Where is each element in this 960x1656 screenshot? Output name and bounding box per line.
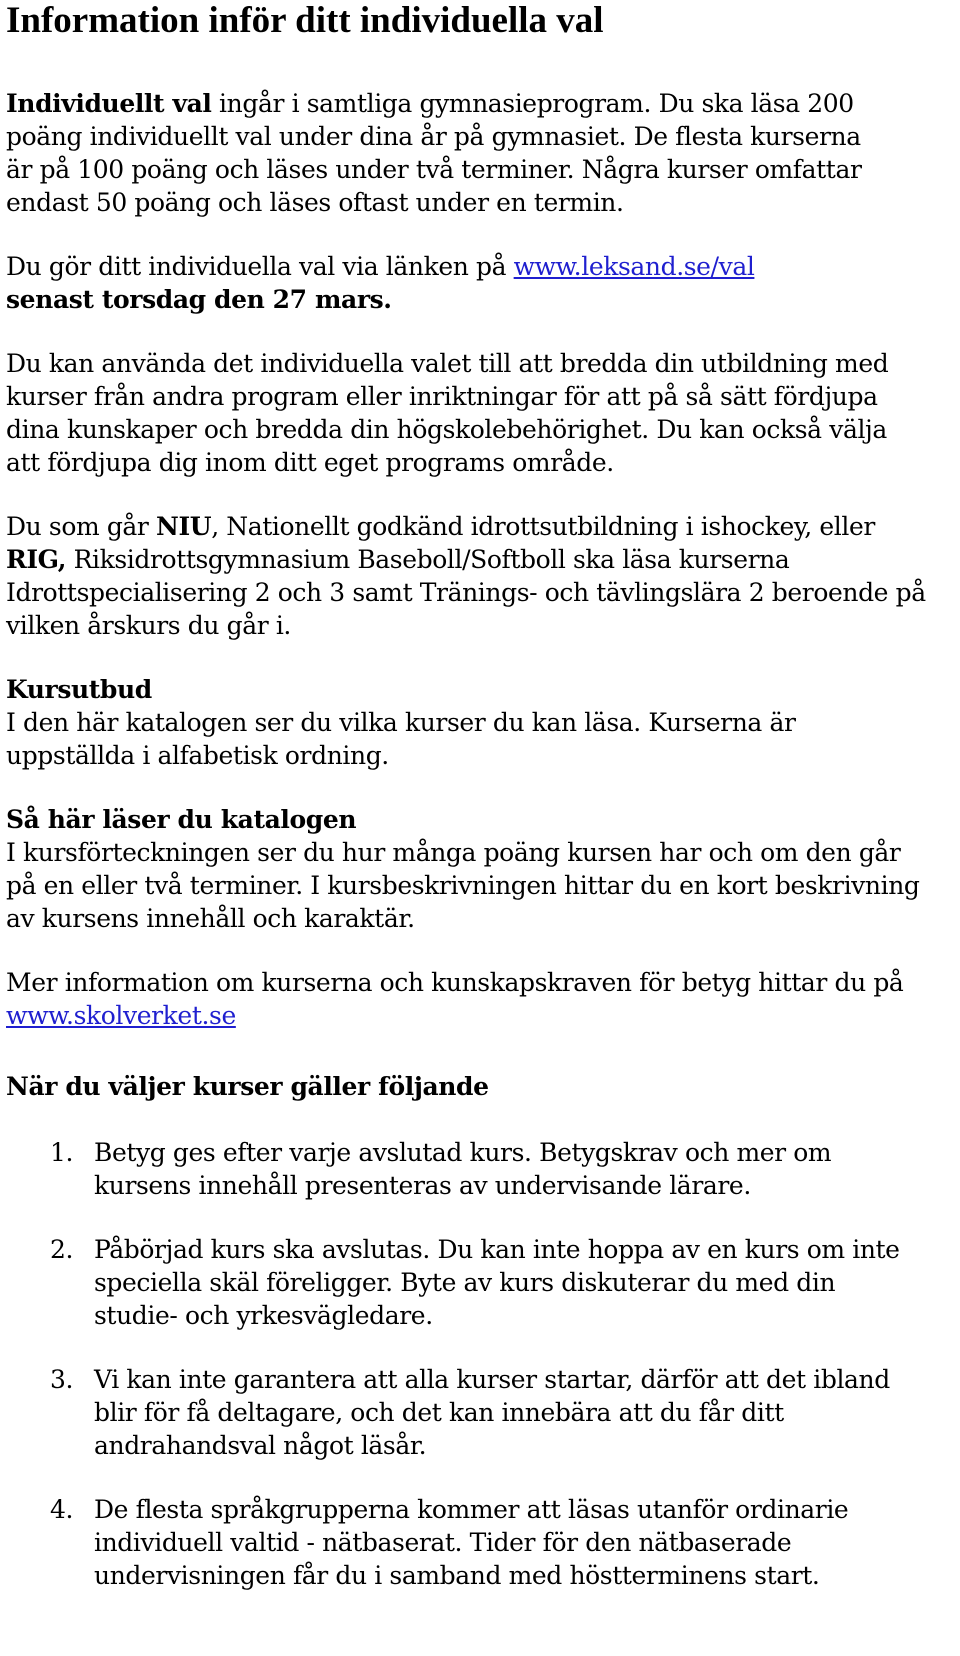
list-item-text: Vi kan inte garantera att alla kurser startar, därför att det ibland blir för få deltagare, och det kan innebära att du får ditt andrahandsval något läsår. bbox=[94, 1365, 890, 1460]
niu-paragraph bbox=[6, 510, 926, 642]
list-item bbox=[6, 1233, 914, 1332]
list-item-number: 4. bbox=[50, 1495, 74, 1524]
skolverket-link[interactable]: www.skolverket.se bbox=[6, 1001, 236, 1030]
rig-bold: RIG, bbox=[6, 545, 67, 574]
purpose-paragraph: Du kan använda det individuella valet till att bredda din utbildning med kurser från andra program eller inriktningar för att på så sätt fördjupa dina kunskaper och bredda din högskolebehörighet. Du kan också välja att fördjupa dig inom ditt eget programs område. bbox=[6, 349, 889, 477]
list-item-text: Påbörjad kurs ska avslutas. Du kan inte hoppa av en kurs om inte speciella skäl föreligger. Byte av kurs diskuterar du med din studie- och yrkesvägledare. bbox=[94, 1235, 900, 1330]
list-item bbox=[6, 1493, 884, 1592]
list-item-text: De flesta språkgrupperna kommer att läsas utanför ordinarie individuell valtid - nätbaserat. Tider för den nätbaserade undervisningen får du i samband med höstterminens start. bbox=[94, 1495, 849, 1590]
deadline-text: senast torsdag den 27 mars. bbox=[6, 285, 392, 314]
rules-heading: När du väljer kurser gäller följande bbox=[6, 1072, 489, 1101]
list-item-number: 2. bbox=[50, 1235, 74, 1264]
choice-text: Du gör ditt individuella val via länken på bbox=[6, 252, 514, 281]
niu-pre: Du som går bbox=[6, 512, 157, 541]
list-item-number: 1. bbox=[50, 1138, 74, 1167]
list-item bbox=[6, 1136, 874, 1202]
rules-list bbox=[6, 1136, 960, 1592]
intro-paragraph bbox=[6, 87, 886, 219]
more-info-text: Mer information om kurserna och kunskapskraven för betyg hittar du på bbox=[6, 968, 904, 997]
niu-mid: , Nationellt godkänd idrottsutbildning i ishockey, eller bbox=[211, 512, 875, 541]
list-item-text: Betyg ges efter varje avslutad kurs. Betygskrav och mer om kursens innehåll presenteras av undervisande lärare. bbox=[94, 1138, 832, 1200]
kursutbud-text: I den här katalogen ser du vilka kurser du kan läsa. Kurserna är uppställda i alfabetisk ordning. bbox=[6, 708, 796, 770]
list-item-number: 3. bbox=[50, 1365, 74, 1394]
catalog-heading: Så här läser du katalogen bbox=[6, 805, 357, 834]
kursutbud-heading: Kursutbud bbox=[6, 675, 152, 704]
leksand-val-link[interactable]: www.leksand.se/val bbox=[513, 252, 755, 281]
niu-bold: NIU bbox=[156, 512, 212, 541]
intro-lead-bold: Individuellt val bbox=[6, 89, 212, 118]
niu-post: Riksidrottsgymnasium Baseboll/Softboll ska läsa kurserna Idrottspecialisering 2 och 3 samt Tränings- och tävlingslära 2 beroende på vilken årskurs du går i. bbox=[6, 545, 926, 640]
page-title: Information inför ditt individuella val bbox=[6, 0, 604, 41]
choice-paragraph bbox=[6, 250, 960, 316]
intro-text: ingår i samtliga gymnasieprogram. Du ska läsa 200 poäng individuellt val under dina år på gymnasiet. De flesta kurserna är på 100 poäng och läses under två terminer. Några kurser omfattar endast 50 poäng och läses oftast under en termin. bbox=[6, 89, 862, 217]
catalog-text: I kursförteckningen ser du hur många poäng kursen har och om den går på en eller två terminer. I kursbeskrivningen hittar du en kort beskrivning av kursens innehåll och karaktär. bbox=[6, 838, 920, 933]
list-item bbox=[6, 1363, 904, 1462]
more-info-paragraph bbox=[6, 966, 946, 1032]
